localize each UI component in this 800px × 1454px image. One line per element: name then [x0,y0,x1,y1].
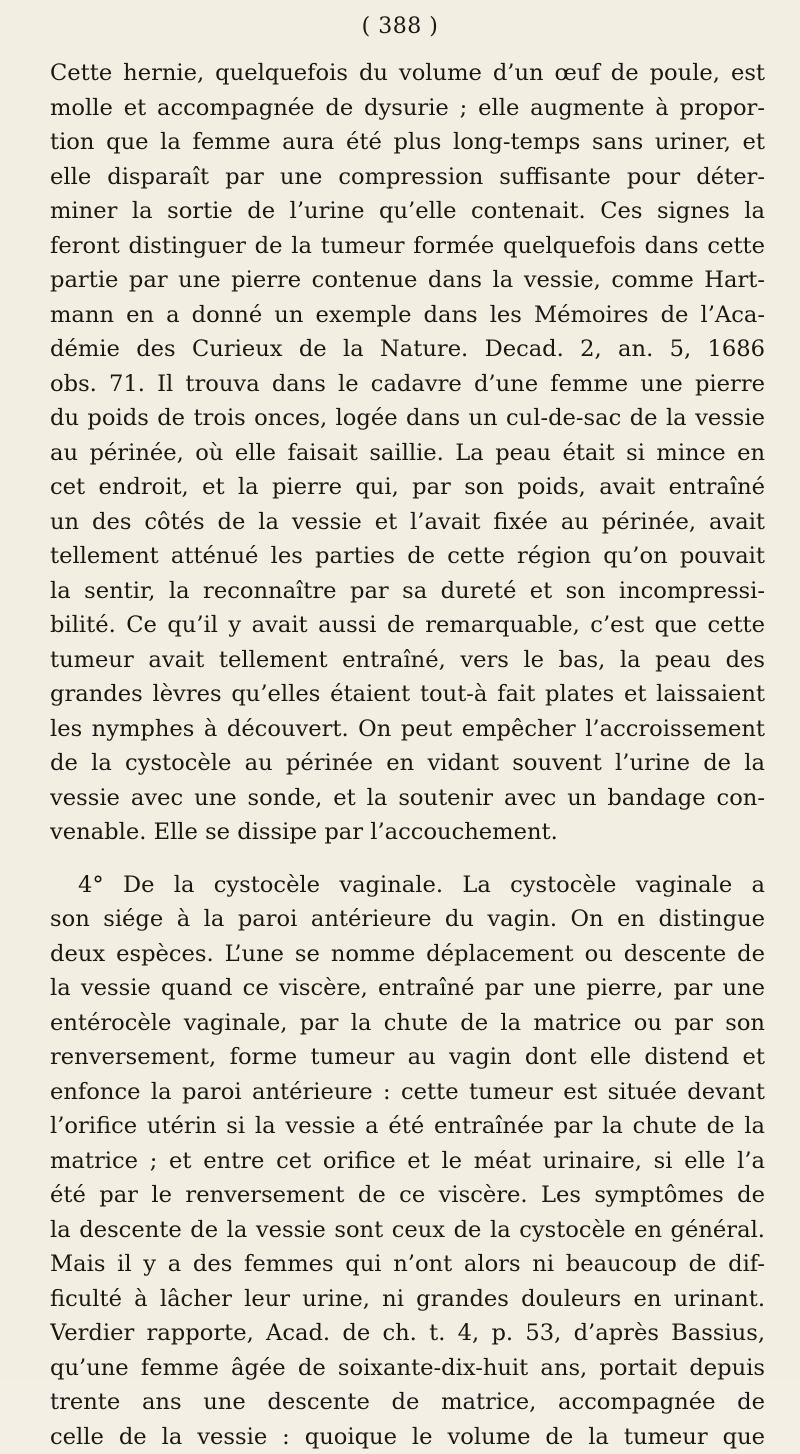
text-line: Cette hernie, quelquefois du volume d’un œuf de poule, est [50,56,765,91]
text-line: la vessie quand ce viscère, entraîné par une pierre, par une [50,971,765,1006]
text-line: deux espèces. L’une se nomme déplacement ou descente de [50,937,765,972]
text-line: tion que la femme aura été plus long-temps sans uriner, et [50,125,765,160]
paragraph-2 [50,868,765,1454]
text-line: Verdier rapporte, Acad. de ch. t. 4, p. 53, d’après Bassius, [50,1316,765,1351]
text-line: été par le renversement de ce viscère. Les symptômes de [50,1178,765,1213]
text-line: feront distinguer de la tumeur formée quelquefois dans cette [50,229,765,264]
text-line: venable. Elle se dissipe par l’accouchement. [50,815,765,850]
text-line: renversement, forme tumeur au vagin dont elle distend et [50,1040,765,1075]
text-line: tellement atténué les parties de cette région qu’on pouvait [50,539,765,574]
text-line: obs. 71. Il trouva dans le cadavre d’une femme une pierre [50,367,765,402]
text-line: démie des Curieux de la Nature. Decad. 2, an. 5, 1686 [50,332,765,367]
text-line: son siége à la paroi antérieure du vagin. On en distingue [50,902,765,937]
text-line: l’orifice utérin si la vessie a été entraînée par la chute de la [50,1109,765,1144]
text-line: au périnée, où elle faisait saillie. La peau était si mince en [50,436,765,471]
text-line: les nymphes à découvert. On peut empêcher l’accroissement [50,712,765,747]
text-line: la descente de la vessie sont ceux de la cystocèle en général. [50,1213,765,1248]
paragraph-1 [50,56,765,850]
text-line: bilité. Ce qu’il y avait aussi de remarquable, c’est que cette [50,608,765,643]
text-line: Mais il y a des femmes qui n’ont alors ni beaucoup de dif- [50,1247,765,1282]
text-line: 4° De la cystocèle vaginale. La cystocèle vaginale a [50,868,765,903]
page-number: ( 388 ) [0,14,800,39]
text-line: vessie avec une sonde, et la soutenir avec un bandage con- [50,781,765,816]
text-line: de la cystocèle au périnée en vidant souvent l’urine de la [50,746,765,781]
text-line: trente ans une descente de matrice, accompagnée de [50,1385,765,1420]
paragraph-gap [50,850,765,868]
text-line: ficulté à lâcher leur urine, ni grandes douleurs en urinant. [50,1282,765,1317]
text-line: celle de la vessie : quoique le volume de la tumeur que [50,1420,765,1454]
text-line: du poids de trois onces, logée dans un cul-de-sac de la vessie [50,401,765,436]
text-line: qu’une femme âgée de soixante-dix-huit ans, portait depuis [50,1351,765,1386]
text-line: molle et accompagnée de dysurie ; elle augmente à propor- [50,91,765,126]
text-line: matrice ; et entre cet orifice et le méat urinaire, si elle l’a [50,1144,765,1179]
text-line: partie par une pierre contenue dans la vessie, comme Hart- [50,263,765,298]
text-line: enfonce la paroi antérieure : cette tumeur est située devant [50,1075,765,1110]
text-line: elle disparaît par une compression suffisante pour déter- [50,160,765,195]
text-line: cet endroit, et la pierre qui, par son poids, avait entraîné [50,470,765,505]
body-text [50,56,765,1454]
text-line: grandes lèvres qu’elles étaient tout-à fait plates et laissaient [50,677,765,712]
text-line: miner la sortie de l’urine qu’elle contenait. Ces signes la [50,194,765,229]
text-line: la sentir, la reconnaître par sa dureté et son incompressi- [50,574,765,609]
text-line: entérocèle vaginale, par la chute de la matrice ou par son [50,1006,765,1041]
text-line: tumeur avait tellement entraîné, vers le bas, la peau des [50,643,765,678]
text-line: un des côtés de la vessie et l’avait fixée au périnée, avait [50,505,765,540]
text-line: mann en a donné un exemple dans les Mémoires de l’Aca- [50,298,765,333]
